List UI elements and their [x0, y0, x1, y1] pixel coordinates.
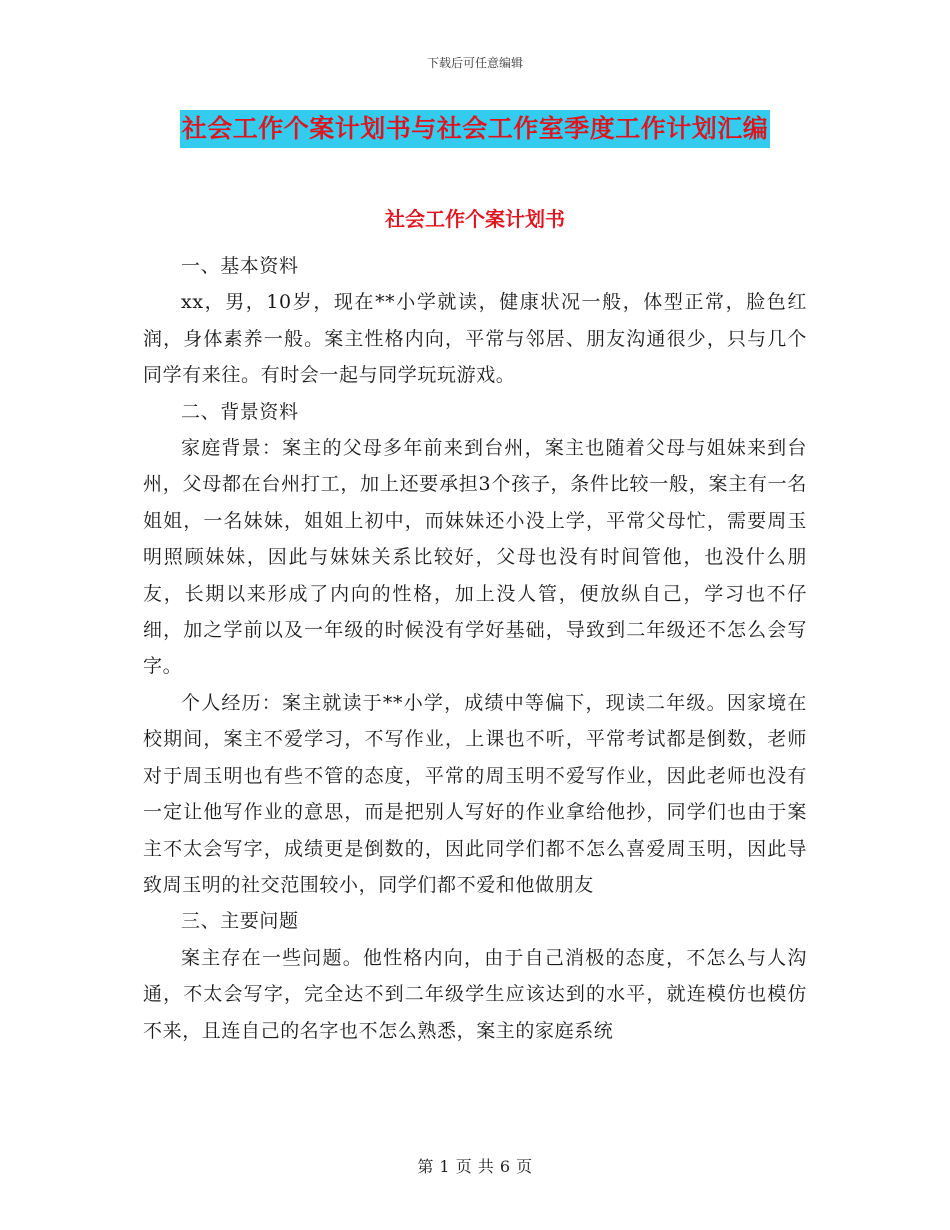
main-title: 社会工作个案计划书与社会工作室季度工作计划汇编: [180, 110, 771, 148]
section-title: 社会工作个案计划书: [385, 207, 565, 231]
paragraph-personal-history: 个人经历：案主就读于**小学，成绩中等偏下，现读二年级。因家境在校期间，案主不爱学习，不写作业，上课也不听，平常考试都是倒数，老师对于周玉明也有些不管的态度，平常的周玉明不爱写作业，因此老师也没有一定让他写作业的意思，而是把别人写好的作业拿给他抄，同学们也由于案主不太会写字，成绩更是倒数的，因此同学们都不怎么喜爱周玉明，因此导致周玉明的社交范围较小，同学们都不爱和他做朋友: [143, 691, 807, 896]
document-body: [143, 248, 807, 1049]
paragraph-main-problems: 案主存在一些问题。他性格内向，由于自己消极的态度，不怎么与人沟通，不太会写字，完全达不到二年级学生应该达到的水平，就连模仿也模仿不来，且连自己的名字也不怎么熟悉，案主的家庭系统: [143, 946, 807, 1042]
heading-main-problems: 三、主要问题: [181, 910, 299, 933]
heading-basic-info: 一、基本资料: [181, 255, 299, 277]
page-footer: 第 1 页 共 6 页: [417, 1157, 533, 1176]
heading-background: 二、背景资料: [181, 400, 299, 423]
paragraph-family-background: 家庭背景：案主的父母多年前来到台州，案主也随着父母与姐妹来到台州，父母都在台州打工，加上还要承担3个孩子，条件比较一般，案主有一名姐姐，一名妹妹，姐姐上初中，而妹妹还小没上学，平常父母忙，需要周玉明照顾妹妹，因此与妹妹关系比较好，父母也没有时间管他，也没什么朋友，长期以来形成了内向的性格，加上没人管，便放纵自己，学习也不仔细，加之学前以及一年级的时候没有学好基础，导致到二年级还不怎么会写字。: [143, 437, 807, 678]
paragraph-basic-info: xx，男，10岁，现在**小学就读，健康状况一般，体型正常，脸色红润，身体素养一般。案主性格内向，平常与邻居、朋友沟通很少，只与几个同学有来往。有时会一起与同学玩玩游戏。: [143, 291, 807, 387]
main-title-container: [0, 110, 950, 148]
header-note: 下载后可任意编辑: [426, 56, 523, 70]
